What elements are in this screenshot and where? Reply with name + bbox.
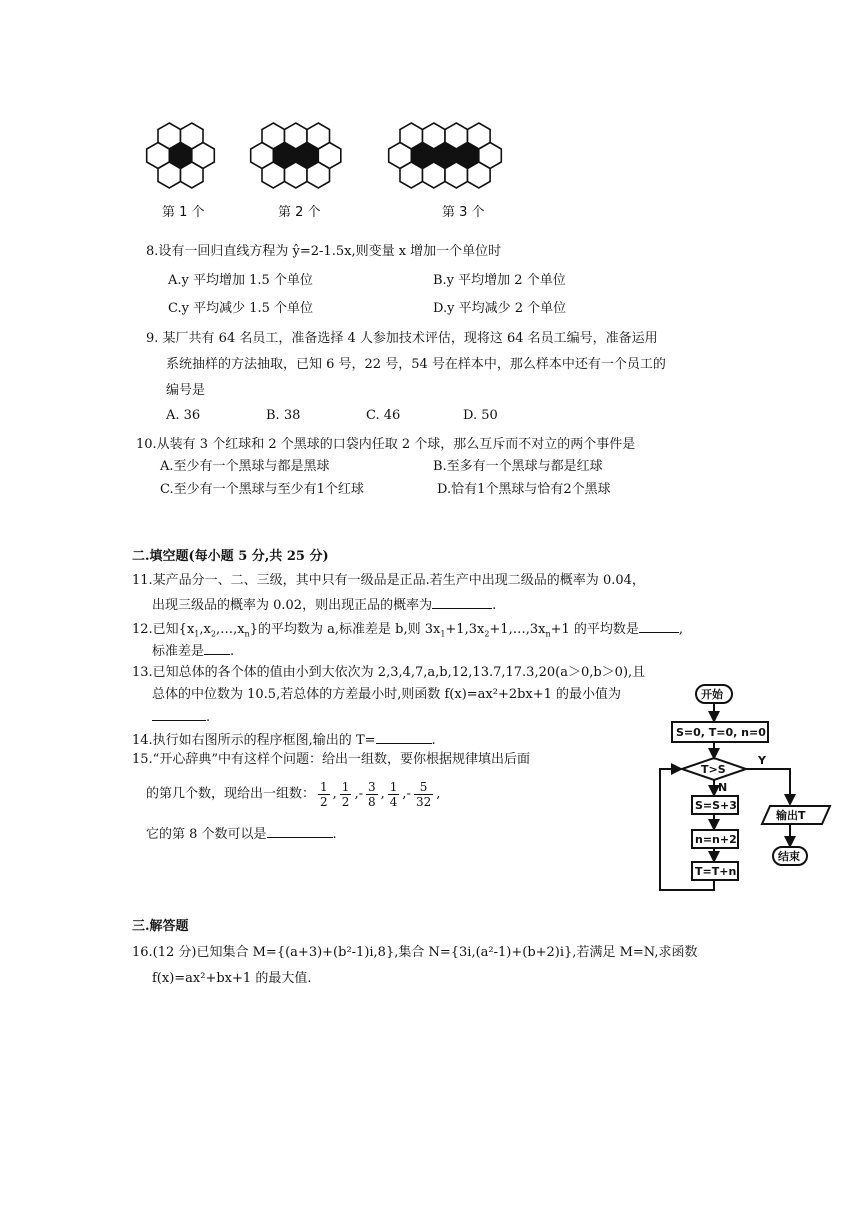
q8-option-b: B.y 平均增加 2 个单位 [433, 273, 566, 288]
q10-option-a: A.至少有一个黑球与都是黑球 [160, 459, 330, 474]
q13-line-2: 总体的中位数为 10.5,若总体的方差最小时,则函数 f(x)=ax²+2bx+1 的最小值为 [152, 687, 622, 702]
fraction-separator: , [332, 786, 337, 802]
flow-start-label: 开始 [701, 688, 723, 701]
white-hexagon [468, 162, 491, 188]
q14-line [132, 729, 436, 750]
q12-line-1: 12.已知$\{x_1,x_2,\dots,x_n\}$的平均数为 a,标准差是 b,则 $3x_1+1,3x_2+1,\dots,3x_n+1$ 的平均数是 , [132, 618, 683, 644]
flow-yes-label: Y [758, 754, 766, 767]
q16-line-1: 16.(12 分)已知集合 M={(a+3)+(b²-1)i,8},集合 N={3i,(a²-1)+(b+2)i},若满足 M=N,求函数 [132, 945, 698, 960]
q12-line-2-text: 标准差是 [152, 644, 205, 659]
white-hexagon [307, 162, 330, 188]
q11-line-2-text: 出现三级品的概率为 0.02，则出现正品的概率为 [152, 598, 433, 613]
fraction-denominator: 2 [341, 795, 350, 809]
fraction-numerator: 3 [367, 780, 376, 794]
flow-end-label: 结束 [778, 850, 800, 863]
q12-mean-blank[interactable] [639, 618, 679, 633]
fraction [318, 780, 330, 809]
q15-line-1: 15.“开心辞典”中有这样个问题：给出一组数，要你根据规律填出后面 [132, 752, 530, 767]
white-hexagon [445, 162, 468, 188]
section-3-heading: 三.解答题 [132, 919, 189, 934]
flow-condition-label: T>S [701, 763, 726, 776]
fraction [366, 780, 378, 809]
q14-answer-blank[interactable] [376, 729, 432, 744]
white-hexagon [181, 162, 204, 188]
hex-figures [130, 118, 570, 228]
q14-text: 14.执行如右图所示的程序框图,输出的 T= [132, 733, 376, 748]
fraction-sign: - [406, 786, 411, 802]
q12-mid: }的平均数为 a,标准差是 b,则 3x [249, 622, 441, 637]
fraction [414, 780, 433, 809]
fraction [388, 780, 400, 809]
fraction-numerator: 1 [389, 780, 398, 794]
fraction-denominator: 2 [320, 795, 328, 809]
fraction-separator: , [402, 786, 407, 802]
q11-line-2 [152, 594, 496, 615]
q9-option-b: B. 38 [266, 408, 301, 423]
flow-init-label: S=0, T=0, n=0 [676, 726, 766, 739]
q10-option-b: B.至多有一个黑球与都是红球 [433, 459, 603, 474]
fraction-sign: - [358, 786, 363, 802]
q16-line-2: f(x)=ax²+bx+1 的最大值. [152, 971, 312, 986]
q13-end: . [206, 710, 211, 725]
q12-sd-blank[interactable] [204, 640, 230, 655]
q13-line-1: 13.已知总体的各个体的值由小到大依次为 2,3,4,7,a,b,12,13.7,17.3,20(a＞0,b＞0),且 [132, 665, 646, 680]
section-2-heading: 二.填空题(每小题 5 分,共 25 分) [132, 549, 329, 564]
q15-line-3 [146, 823, 337, 844]
q15-end: . [332, 827, 337, 842]
white-hexagon [423, 162, 446, 188]
q9-line-2: 系统抽样的方法抽取，已知 6 号，22 号，54 号在样本中，那么样本中还有一个员工的 [166, 357, 666, 372]
q8-option-c: C.y 平均减少 1.5 个单位 [168, 301, 314, 316]
flow-no-label: N [718, 781, 728, 794]
white-hexagon [262, 162, 285, 188]
q12-end: . [230, 644, 235, 659]
fraction-separator: , [354, 786, 359, 802]
q14-end: . [431, 733, 436, 748]
q9-line-1: 9. 某厂共有 64 名员工，准备选择 4 人参加技术评估，现将这 64 名员工编号，准备运用 [146, 331, 658, 346]
white-hexagon [400, 162, 423, 188]
caption-fig-3: 第 3 个 [442, 205, 485, 220]
q9-option-a: A. 36 [166, 408, 201, 423]
flow-step-s-label: S=S+3 [695, 799, 737, 812]
caption-fig-2: 第 2 个 [278, 205, 321, 220]
q11-line-1: 11.某产品分一、二、三级，其中只有一级品是正品.若生产中出现二级品的概率为 0.04， [132, 573, 645, 588]
q11-end: . [492, 598, 497, 613]
flow-step-t-label: T=T+n [695, 865, 737, 878]
q13-line-3 [152, 706, 210, 727]
q15-line-2-text: 的第几个数，现给出一组数： [146, 786, 316, 802]
q11-answer-blank[interactable] [432, 594, 492, 609]
q12-post: +1 的平均数是 [550, 622, 639, 637]
q13-answer-blank[interactable] [152, 706, 206, 721]
q15-line-3-text: 它的第 8 个数可以是 [146, 827, 267, 842]
q15-sequence [315, 780, 441, 809]
q12-line-2 [152, 640, 234, 661]
q8-option-d: D.y 平均减少 2 个单位 [433, 301, 567, 316]
caption-fig-1: 第 1 个 [162, 205, 205, 220]
q10-option-d: D.恰有1个黑球与恰有2个黑球 [437, 482, 611, 497]
fraction-denominator: 4 [389, 795, 398, 809]
q9-line-3: 编号是 [166, 383, 206, 398]
white-hexagon [285, 162, 308, 188]
fraction-numerator: 1 [341, 780, 350, 794]
fraction-denominator: 32 [415, 795, 432, 809]
q9-option-c: C. 46 [366, 408, 401, 423]
flow-output-label: 输出T [776, 809, 806, 822]
fraction-separator: , [380, 786, 385, 802]
white-hexagon [158, 162, 181, 188]
q15-line-2 [146, 780, 440, 810]
q8-stem: 8.设有一回归直线方程为 ŷ=2-1.5x,则变量 x 增加一个单位时 [146, 244, 502, 259]
fraction-numerator: 5 [414, 780, 433, 795]
q15-answer-blank[interactable] [267, 823, 333, 838]
flow-step-n-label: n=n+2 [695, 833, 737, 846]
fraction-numerator: 1 [320, 780, 328, 794]
fraction [340, 780, 352, 809]
q10-stem: 10.从装有 3 个红球和 2 个黑球的口袋内任取 2 个球，那么互斥而不对立的两个事件是 [136, 437, 636, 452]
flowchart [652, 680, 832, 895]
q10-option-c: C.至少有一个黑球与至少有1个红球 [160, 482, 364, 497]
fraction-denominator: 8 [367, 795, 376, 809]
fraction-separator: , [436, 786, 441, 802]
q12-pre: 12.已知{x [132, 622, 195, 637]
q8-option-a: A.y 平均增加 1.5 个单位 [168, 273, 313, 288]
q9-option-d: D. 50 [463, 408, 498, 423]
